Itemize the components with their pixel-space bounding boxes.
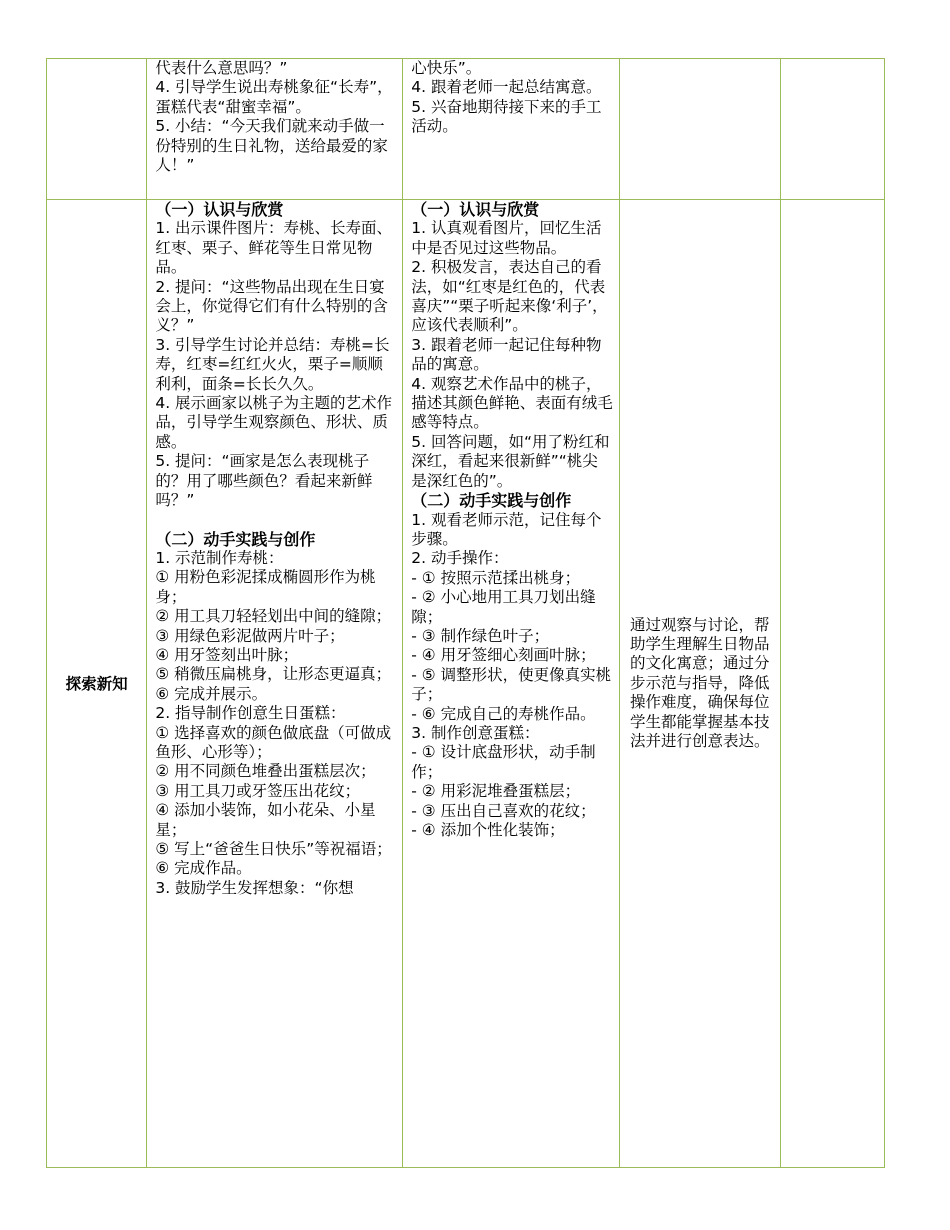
lesson-plan-table [46,58,885,1168]
teacher-step: ③ 用绿色彩泥做两片叶子； [155,626,345,645]
table-row [47,200,885,1168]
student-activity-cell [403,200,620,1168]
student-step: 1. 认真观看图片，回忆生活中是否见过这些物品。 [411,219,602,257]
notes-cell-empty [780,59,884,200]
teacher-activity-cell [147,200,403,1168]
teacher-step: 2. 提问：“这些物品出现在生日宴会上，你觉得它们有什么特别的含义？” [155,277,388,335]
teacher-step: ⑥ 完成作品。 [155,859,252,878]
teacher-step: ③ 用工具刀或牙签压出花纹； [155,781,361,800]
student-step: - ③ 压出自己喜欢的花纹； [411,801,596,820]
teacher-step: ⑤ 写上“爸爸生日快乐”等祝福语； [155,840,392,858]
student-step: 心快乐”。 [411,59,482,77]
design-intent-cell-empty [620,59,781,200]
teacher-step: ④ 用牙签刻出叶脉； [155,645,299,664]
student-step: 1. 观看老师示范，记住每个步骤。 [411,510,602,548]
teacher-step: 3. 引导学生讨论并总结：寿桃=长寿，红枣=红红火火，栗子=顺顺利利，面条=长长久久。 [155,335,390,393]
student-step: - ① 按照示范揉出桃身； [411,568,581,587]
section-title: （一）认识与欣赏 [155,200,284,219]
student-activity-cell [403,59,620,200]
table-row [47,59,885,200]
design-intent-text: 通过观察与讨论，帮助学生理解生日物品的文化寓意；通过分步示范与指导，降低操作难度，确保每位学生都能掌握基本技法并进行创意表达。 [630,615,770,751]
teacher-step: 5. 提问：“画家是怎么表现桃子的？用了哪些颜色？看起来新鲜吗？” [155,452,373,510]
student-step: - ② 小心地用工具刀划出缝隙； [411,588,596,626]
stage-label: 探索新知 [47,200,147,1168]
student-step: 2. 积极发言，表达自己的看法，如“红枣是红色的，代表喜庆”“栗子听起来像‘利子’，应该代表顺利”。 [411,258,608,335]
student-step: - ③ 制作绿色叶子； [411,626,550,645]
teacher-step: ⑥ 完成并展示。 [155,684,268,703]
student-step: 2. 动手操作： [411,549,509,568]
student-step: 4. 跟着老师一起总结寓意。 [411,78,602,97]
teacher-step: ① 用粉色彩泥揉成椭圆形作为桃身； [155,568,376,606]
stage-cell-empty [47,59,147,200]
teacher-step: ② 用不同颜色堆叠出蛋糕层次； [155,762,376,781]
teacher-step: ⑤ 稍微压扁桃身，让形态更逼真； [155,665,392,684]
student-step: - ② 用彩泥堆叠蛋糕层； [411,782,581,801]
teacher-step: 5. 小结：“今天我们就来动手做一份特别的生日礼物，送给最爱的家人！” [155,117,388,175]
teacher-step: 代表什么意思吗？” [155,59,288,77]
teacher-step: 3. 鼓励学生发挥想象：“你想 [155,878,354,897]
teacher-activity-cell [147,59,403,200]
teacher-step: 4. 展示画家以桃子为主题的艺术作品，引导学生观察颜色、形状、质感。 [155,394,393,451]
section-title: （一）认识与欣赏 [411,200,540,219]
student-step: 4. 观察艺术作品中的桃子，描述其颜色鲜艳、表面有绒毛感等特点。 [411,374,613,432]
teacher-step: 2. 指导制作创意生日蛋糕： [155,704,346,723]
section-title: （二）动手实践与创作 [155,529,316,549]
student-step: - ⑤ 调整形状，使更像真实桃子； [411,665,612,704]
section-title: （二）动手实践与创作 [411,491,572,511]
design-intent-cell [620,200,781,1168]
teacher-step: 1. 出示课件图片：寿桃、长寿面、红枣、栗子、鲜花等生日常见物品。 [155,219,393,277]
teacher-step: ② 用工具刀轻轻划出中间的缝隙； [155,607,392,626]
student-step: 3. 跟着老师一起记住每种物品的寓意。 [411,335,602,374]
notes-cell-empty [780,200,884,1168]
student-step: - ⑥ 完成自己的寿桃作品。 [411,704,596,723]
student-step: 5. 兴奋地期待接下来的手工活动。 [411,97,602,136]
student-step: - ④ 用牙签细心刻画叶脉； [411,646,596,665]
student-step: - ④ 添加个性化装饰； [411,821,565,839]
teacher-step: 4. 引导学生说出寿桃象征“长寿”，蛋糕代表“甜蜜幸福”。 [155,78,393,116]
teacher-step: ④ 添加小装饰，如小花朵、小星星； [155,801,376,839]
student-step: 5. 回答问题，如“用了粉红和深红，看起来很新鲜”“桃尖是深红色的”。 [411,432,610,490]
student-step: 3. 制作创意蛋糕： [411,723,540,742]
teacher-step: ① 选择喜欢的颜色做底盘（可做成鱼形、心形等）； [155,723,392,761]
student-step: - ① 设计底盘形状，动手制作； [411,743,596,781]
teacher-step: 1. 示范制作寿桃： [155,548,284,567]
